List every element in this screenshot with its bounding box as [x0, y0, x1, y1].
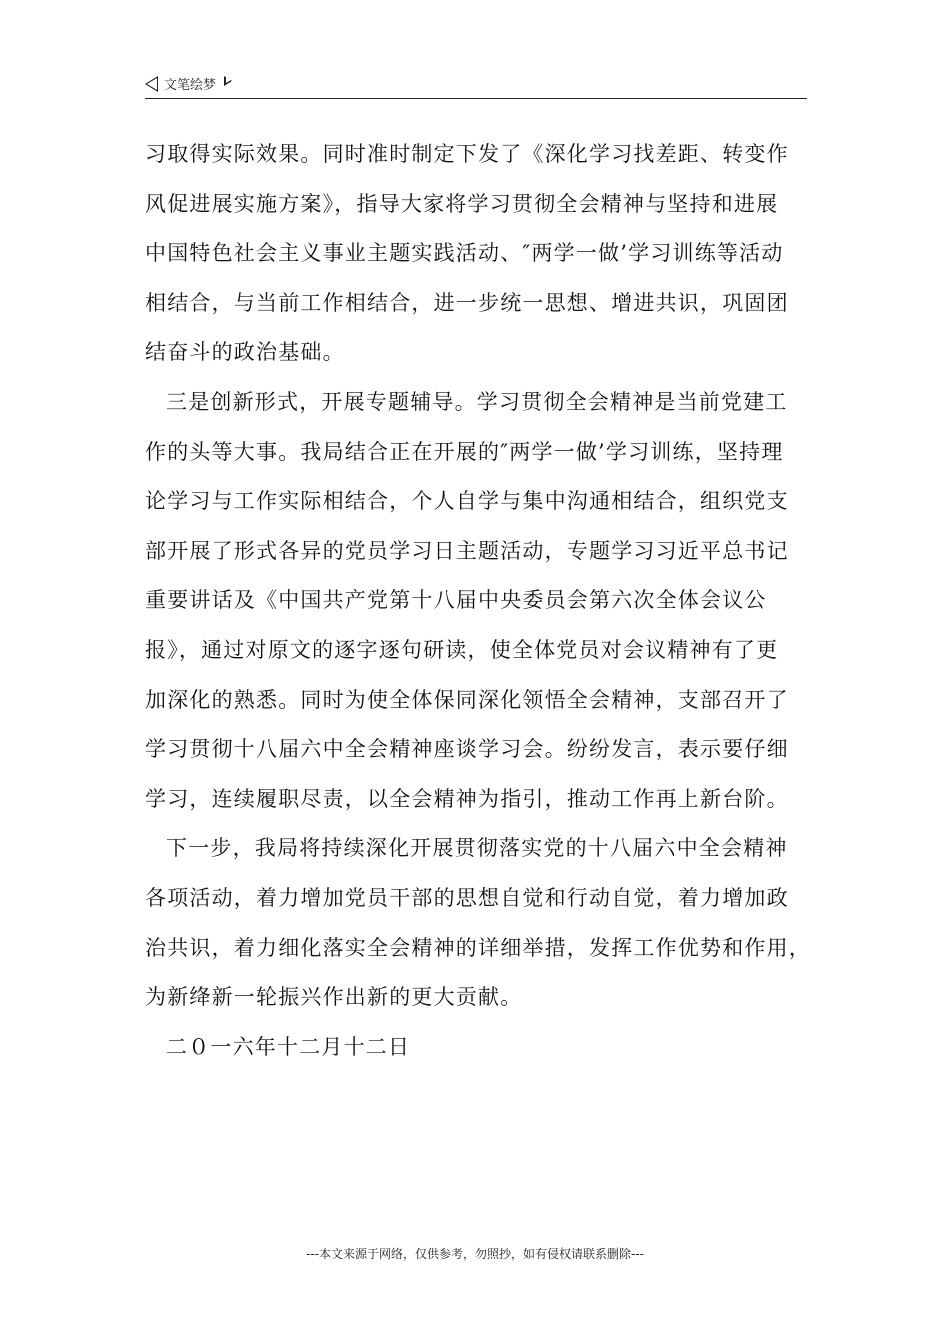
- text-line: 加深化的熟悉。同时为使全体保同深化领悟全会精神，支部召开了: [145, 687, 789, 712]
- text-line: 下一步，我局将持续深化开展贯彻落实党的十八届六中全会精神: [166, 836, 788, 861]
- text-line: 结奋斗的政治基础。: [145, 340, 345, 365]
- text-line: 各项活动，着力增加党员干部的思想自觉和行动自觉，着力增加政: [145, 885, 789, 910]
- document-body: [145, 130, 825, 1072]
- footer-disclaimer: ---本文来源于网络，仅供参考，勿照抄，如有侵权请联系删除---: [306, 1247, 644, 1261]
- page-header: [145, 72, 807, 99]
- text-line: 治共识，着力细化落实全会精神的详细举措，发挥工作优势和作用，: [145, 935, 811, 960]
- text-line: 作的头等大事。我局结合正在开展的″两学一做’学习训练，坚持理: [145, 439, 784, 464]
- text-line: 三是创新形式，开展专题辅导。学习贯彻全会精神是当前党建工: [166, 389, 788, 414]
- text-line: 报》，通过对原文的逐字逐句研读，使全体党员对会议精神有了更: [145, 637, 779, 662]
- brand-label: 文笔绘梦: [164, 78, 217, 93]
- text-line: 学习，连续履职尽责，以全会精神为指引，推动工作再上新台阶。: [145, 786, 789, 811]
- text-line: 中国特色社会主义事业主题实践活动、″两学一做’学习训练等活动: [145, 241, 784, 266]
- text-line: 相结合，与当前工作相结合，进一步统一思想、增进共识，巩固团: [145, 290, 789, 315]
- text-line: 论学习与工作实际相结合，个人自学与集中沟通相结合，组织党支: [145, 489, 789, 514]
- text-line: 学习贯彻十八届六中全会精神座谈学习会。纷纷发言，表示要仔细: [145, 737, 789, 762]
- text-line: 重要讲话及《中国共产党第十八届中央委员会第六次全体会议公: [145, 588, 767, 613]
- text-line: 二０一六年十二月十二日: [166, 1034, 411, 1059]
- left-triangle-icon: [145, 76, 158, 92]
- header-brand: [145, 74, 232, 93]
- text-line: 部开展了形式各异的党员学习日主题活动，专题学习习近平总书记: [145, 538, 789, 563]
- text-line: 习取得实际效果。同时准时制定下发了《深化学习找差距、转变作: [145, 142, 789, 166]
- text-line: 风促进展实施方案》，指导大家将学习贯彻全会精神与坚持和进展: [145, 191, 779, 216]
- right-triangle-icon: [224, 76, 232, 86]
- text-line: 为新绛新一轮振兴作出新的更大贡献。: [145, 985, 523, 1010]
